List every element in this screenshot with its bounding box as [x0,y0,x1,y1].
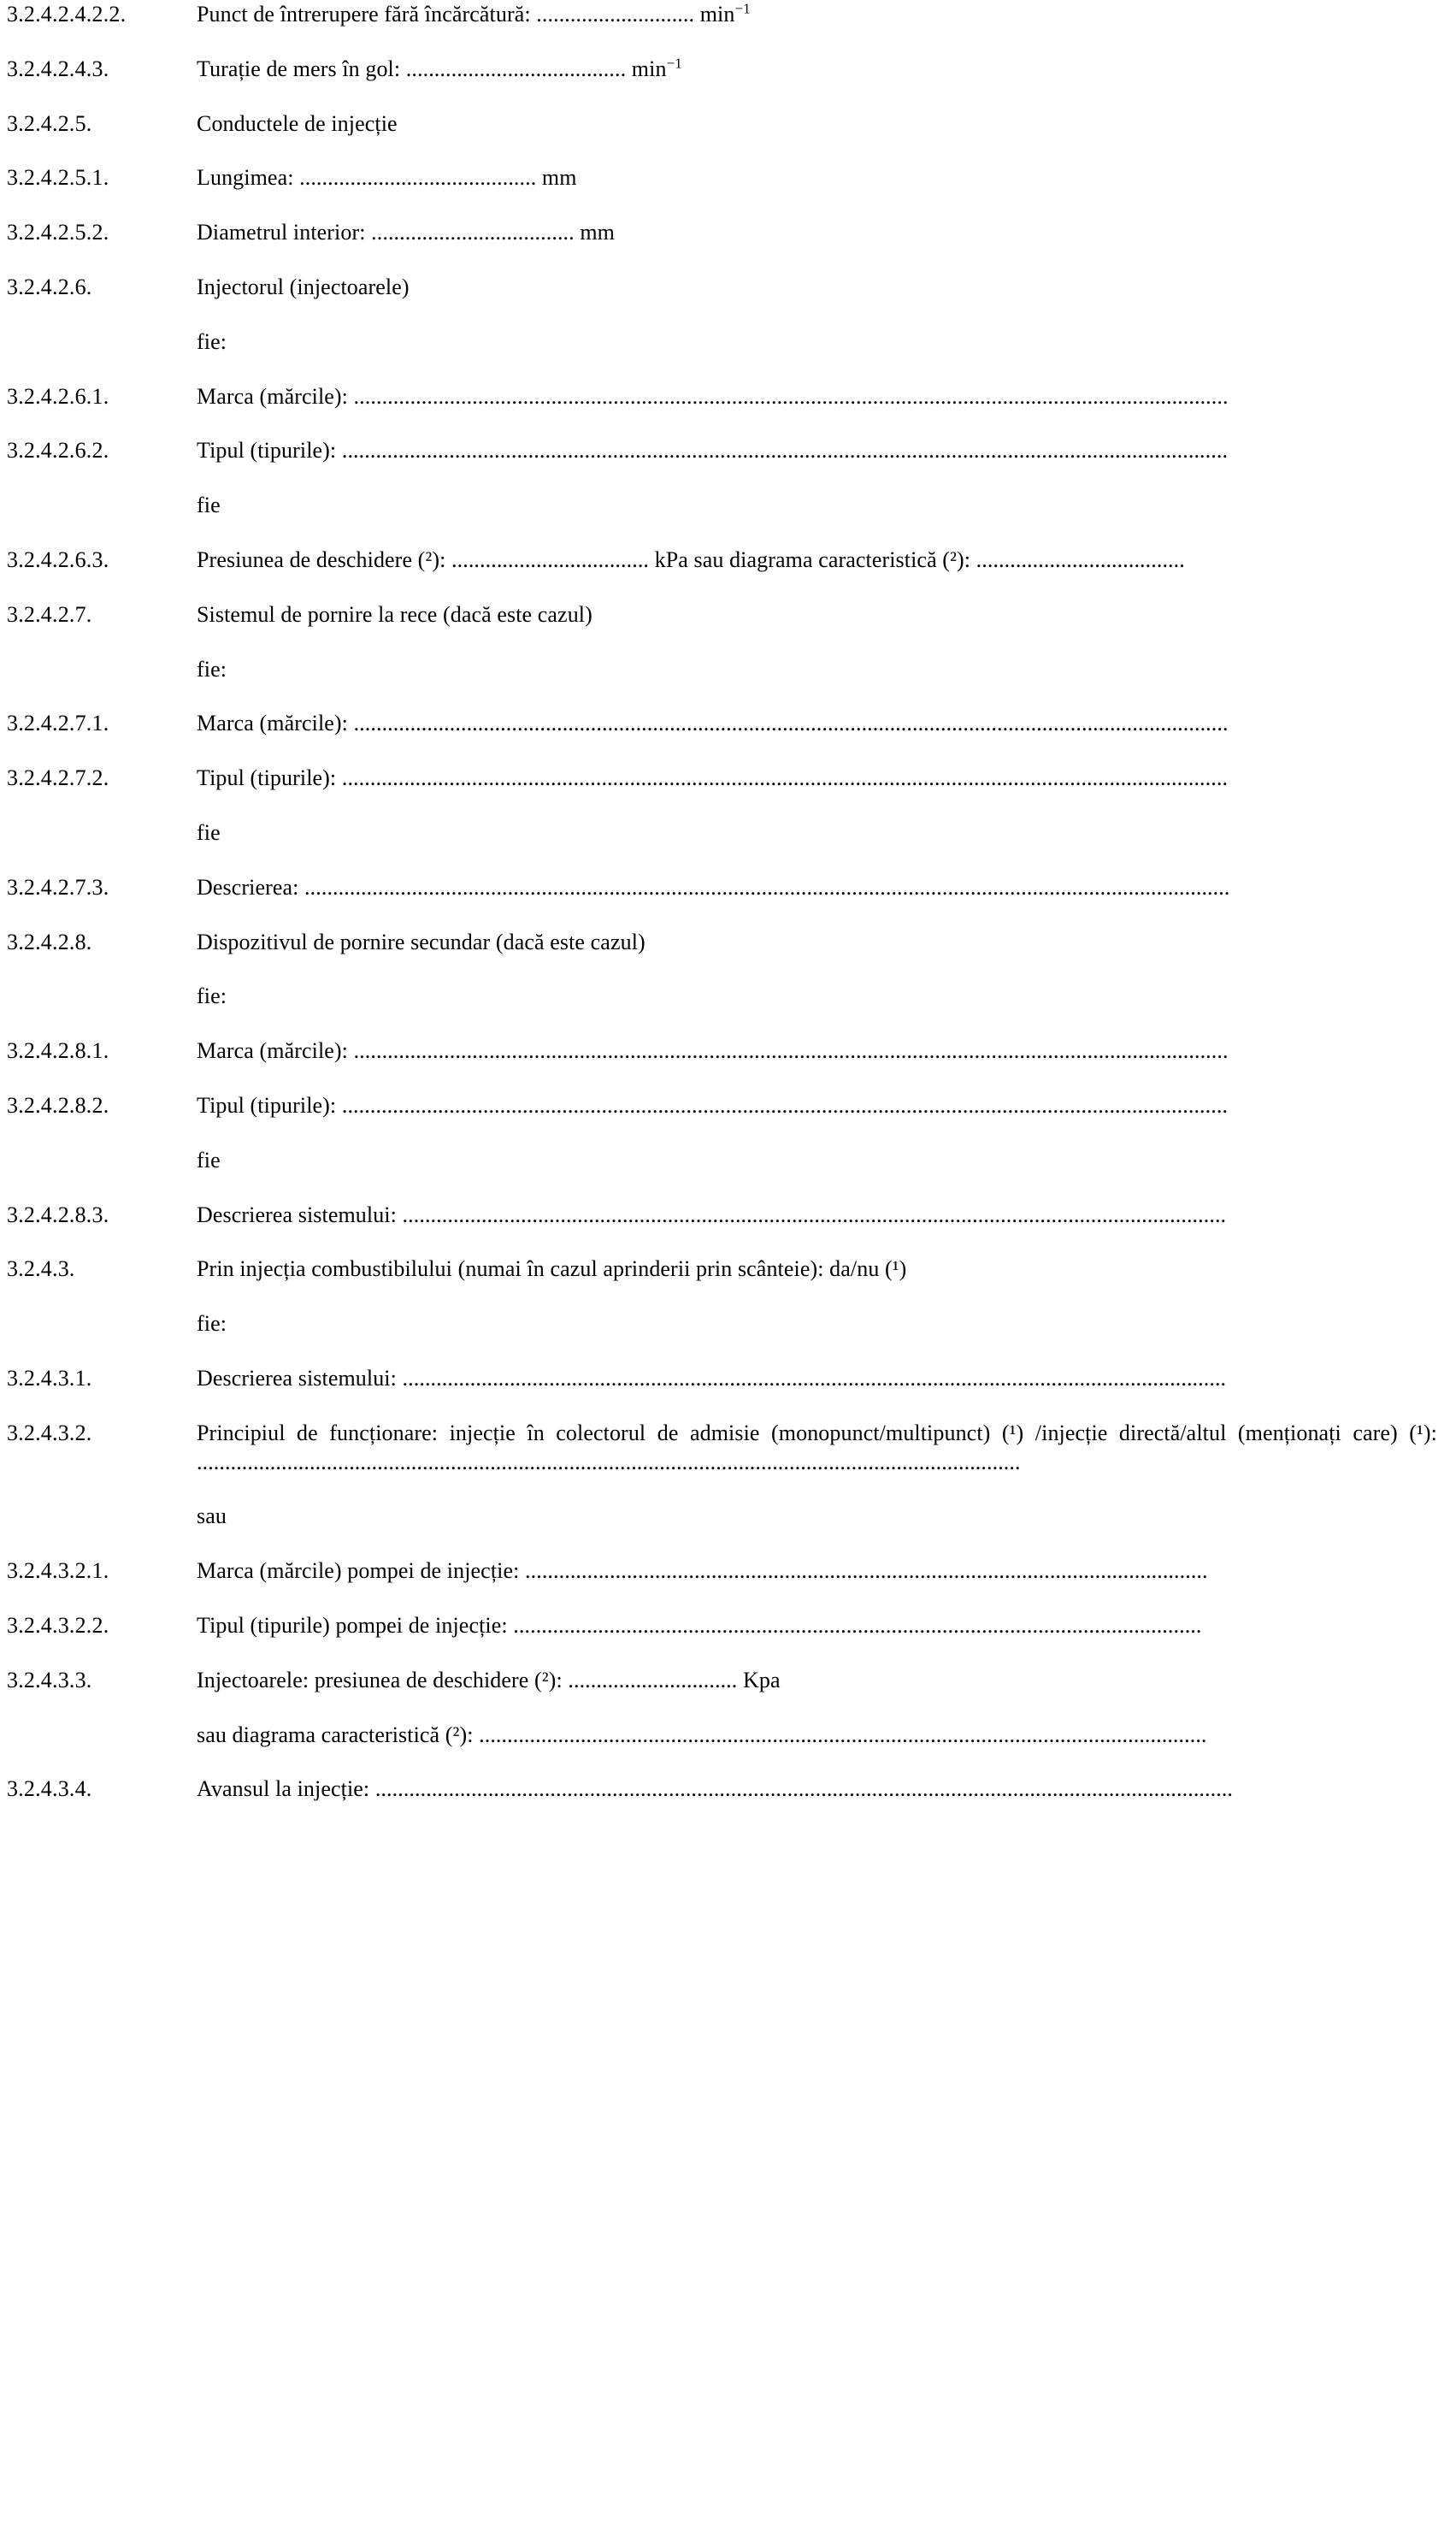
document-row [7,1419,1437,1477]
document-row [7,818,1437,848]
clause-text: Dispozitivul de pornire secundar (dacă este cazul) [197,929,645,954]
document-row [7,1037,1437,1066]
clause-text: Diametrul interior: .................................... mm [197,220,616,245]
clause-text: sau [197,1503,227,1529]
clause-number: 3.2.4.3.2. [7,1420,92,1445]
clause-text: Principiul de funcționare: injecție în colectorul de admisie (monopunct/multipunct) (¹) /injecție directă/altul (menționați care) (¹): .................................................................................................................................................. [197,1420,1437,1474]
document-row [7,0,1437,29]
clause-text: sau diagrama caracteristică (²): ................................................................................................................................. [197,1722,1207,1747]
clause-text-main: Punct de întrerupere fără încărcătură: ............................ min [197,2,735,27]
document-row [7,1611,1437,1640]
document-row [7,709,1437,738]
document-row [7,1556,1437,1586]
clause-number: 3.2.4.3.1. [7,1365,92,1391]
clause-text: Descrierea sistemului: .................................................................................................................................................. [197,1365,1227,1391]
clause-number: 3.2.4.2.8.2. [7,1092,109,1118]
clause-number: 3.2.4.2.8. [7,929,92,954]
clause-number: 3.2.4.2.5.2. [7,220,109,245]
document-row [7,982,1437,1011]
document-row [7,1775,1437,1804]
document-row [7,873,1437,902]
clause-text: fie [197,819,221,845]
clause-number: 3.2.4.3.4. [7,1776,92,1802]
clause-text: Injectoarele: presiunea de deschidere (²): .............................. Kpa [197,1667,781,1692]
document-row [7,1721,1437,1750]
document-row [7,1309,1437,1338]
clause-text: fie [197,493,221,518]
document-row [7,1364,1437,1393]
document-row [7,1666,1437,1695]
clause-text: Tipul (tipurile): ............................................................................................................................................................. [197,765,1229,791]
clause-text: Descrierea: .................................................................................................................................................................... [197,874,1230,900]
clause-number: 3.2.4.3.2.1. [7,1558,109,1584]
clause-number: 3.2.4.2.6.2. [7,438,109,464]
clause-number: 3.2.4.2.7. [7,601,92,627]
document-row [7,382,1437,411]
clause-text: Marca (mărcile): ........................................................................................................................................................... [197,711,1229,736]
clause-text: Prin injecția combustibilului (numai în cazul aprinderii prin scânteie): da/nu (¹) [197,1256,907,1282]
clause-number: 3.2.4.2.5. [7,110,92,136]
document-body [7,0,1437,1804]
clause-text: Marca (mărcile): ........................................................................................................................................................... [197,383,1229,409]
superscript-unit: −1 [734,0,751,17]
document-row [7,764,1437,793]
clause-text: Tipul (tipurile) pompei de injecție: .......................................................................................................................... [197,1612,1202,1638]
document-row [7,109,1437,139]
clause-text: fie [197,1147,221,1173]
clause-text: Avansul la injecție: ........................................................................................................................................................ [197,1776,1234,1802]
clause-text-main: Turație de mers în gol: ....................................... min [197,56,667,81]
clause-number: 3.2.4.2.8.1. [7,1038,109,1064]
document-row [7,436,1437,465]
clause-text: Injectorul (injectoarele) [197,274,410,299]
clause-number: 3.2.4.2.4.2.2. [7,2,127,27]
clause-number: 3.2.4.3.3. [7,1667,92,1692]
document-row [7,1201,1437,1230]
document-row [7,55,1437,84]
clause-text [197,0,1437,29]
clause-number: 3.2.4.2.7.2. [7,765,109,791]
clause-text: Conductele de injecție [197,110,398,136]
document-row [7,1091,1437,1120]
clause-number: 3.2.4.2.8.3. [7,1202,109,1227]
clause-number: 3.2.4.2.4.3. [7,56,109,81]
document-row [7,1146,1437,1175]
clause-text: fie: [197,984,227,1009]
clause-text: fie: [197,656,227,682]
document-row [7,163,1437,192]
clause-text [197,55,1437,84]
superscript-unit: −1 [666,55,682,72]
document-row [7,491,1437,520]
clause-text: fie: [197,1311,227,1337]
document-row [7,655,1437,684]
clause-text: Tipul (tipurile): ............................................................................................................................................................. [197,1092,1229,1118]
document-row [7,273,1437,302]
clause-text: Lungimea: .......................................... mm [197,165,577,191]
document-row [7,928,1437,957]
clause-text: Sistemul de pornire la rece (dacă este cazul) [197,601,592,627]
document-row [7,600,1437,629]
clause-number: 3.2.4.2.5.1. [7,165,109,191]
clause-text: Presiunea de deschidere (²): ................................... kPa sau diagrama caracteristică (²): ..................................... [197,546,1185,572]
clause-number: 3.2.4.2.6.1. [7,383,109,409]
document-row [7,328,1437,357]
document-row [7,1255,1437,1284]
clause-text: fie: [197,328,227,354]
document-row [7,546,1437,575]
clause-number: 3.2.4.3. [7,1256,75,1282]
clause-number: 3.2.4.2.7.3. [7,874,109,900]
document-row [7,218,1437,247]
clause-number: 3.2.4.2.6.3. [7,546,109,572]
clause-number: 3.2.4.3.2.2. [7,1612,109,1638]
clause-text: Marca (mărcile): ........................................................................................................................................................... [197,1038,1229,1064]
document-row [7,1502,1437,1531]
clause-number: 3.2.4.2.6. [7,274,92,299]
clause-text: Descrierea sistemului: .................................................................................................................................................. [197,1202,1227,1227]
clause-text: Marca (mărcile) pompei de injecție: ......................................................................................................................... [197,1558,1208,1584]
clause-text: Tipul (tipurile): ............................................................................................................................................................. [197,438,1229,464]
clause-number: 3.2.4.2.7.1. [7,711,109,736]
